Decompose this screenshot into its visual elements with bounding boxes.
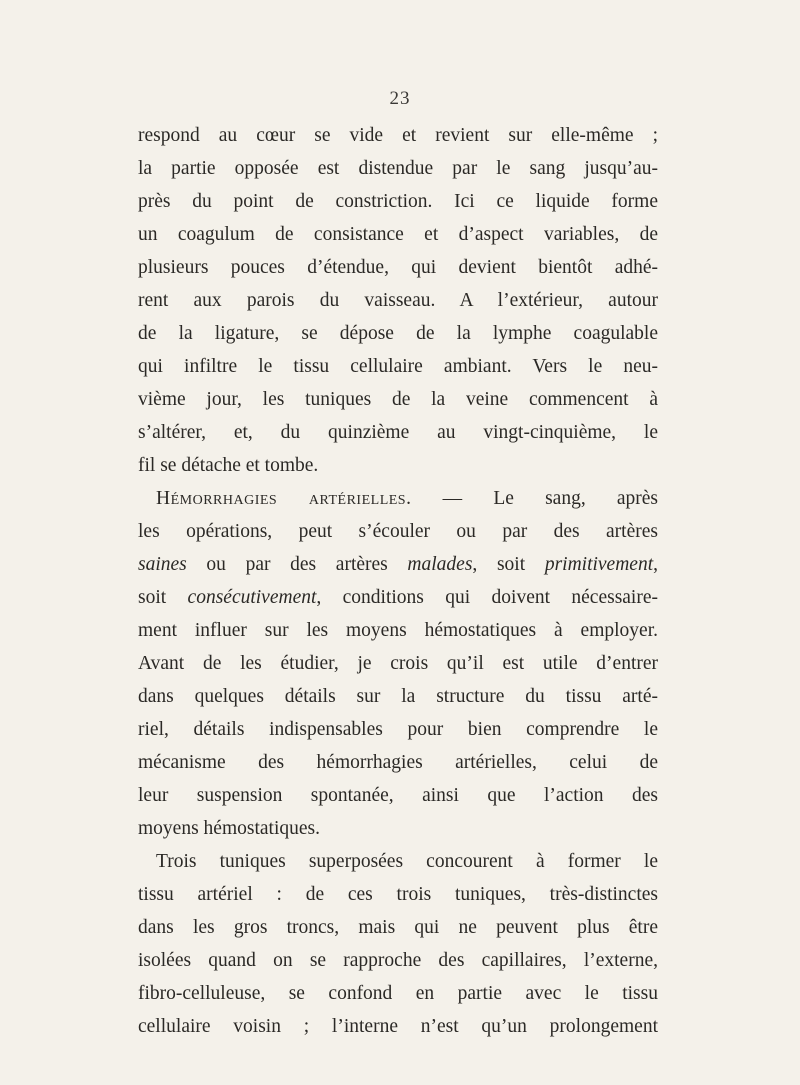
text-line bbox=[138, 1010, 658, 1043]
text-line bbox=[138, 878, 658, 911]
text-line bbox=[138, 977, 658, 1010]
text-segment: , bbox=[653, 554, 658, 575]
text-line bbox=[138, 548, 658, 581]
text-line bbox=[138, 614, 658, 647]
text-segment: leur suspension spontanée, ainsi que l’action des bbox=[138, 785, 658, 806]
text-segment: vième jour, les tuniques de la veine commencent à bbox=[138, 389, 658, 410]
page-number: 23 bbox=[389, 88, 411, 109]
body-text bbox=[138, 119, 658, 1043]
text-line bbox=[138, 317, 658, 350]
text-segment: , soit bbox=[472, 554, 545, 575]
text-line bbox=[138, 119, 658, 152]
text-line bbox=[138, 218, 658, 251]
text-segment: respond au cœur se vide et revient sur elle-même ; bbox=[138, 125, 658, 146]
text-line bbox=[138, 944, 658, 977]
text-line bbox=[138, 911, 658, 944]
text-line bbox=[138, 185, 658, 218]
text-segment: rent aux parois du vaisseau. A l’extérieur, autour bbox=[138, 290, 658, 311]
text-line bbox=[138, 746, 658, 779]
text-line bbox=[138, 416, 658, 449]
text-line bbox=[138, 515, 658, 548]
text-segment: tissu artériel : de ces trois tuniques, très-distinctes bbox=[138, 884, 658, 905]
text-line bbox=[138, 284, 658, 317]
text-line bbox=[138, 647, 658, 680]
section-heading: Hémorrhagies artérielles. bbox=[156, 488, 412, 509]
text-segment: — Le sang, après bbox=[411, 488, 659, 509]
text-line bbox=[138, 713, 658, 746]
text-line bbox=[138, 482, 658, 515]
text-segment: la partie opposée est distendue par le sang jusqu’au- bbox=[138, 158, 658, 179]
text-line bbox=[138, 779, 658, 812]
text-segment: dans quelques détails sur la structure du tissu arté- bbox=[138, 686, 658, 707]
text-segment: soit bbox=[138, 587, 188, 608]
text-segment: Avant de les étudier, je crois qu’il est utile d’entrer bbox=[138, 653, 658, 674]
text-line bbox=[138, 383, 658, 416]
text-segment: cellulaire voisin ; l’interne n’est qu’un prolongement bbox=[138, 1016, 658, 1037]
text-line bbox=[138, 845, 658, 878]
italic-term: malades bbox=[407, 554, 473, 575]
text-segment: mécanisme des hémorrhagies artérielles, celui de bbox=[138, 752, 658, 773]
text-segment: les opérations, peut s’écouler ou par des artères bbox=[138, 521, 658, 542]
text-line bbox=[138, 680, 658, 713]
text-segment: ment influer sur les moyens hémostatiques à employer. bbox=[138, 620, 658, 641]
text-segment: qui infiltre le tissu cellulaire ambiant. Vers le neu- bbox=[138, 356, 658, 377]
text-segment: fil se détache et tombe. bbox=[138, 455, 319, 476]
text-line bbox=[138, 152, 658, 185]
italic-term: primitivement bbox=[544, 554, 654, 575]
text-segment: isolées quand on se rapproche des capillaires, l’externe, bbox=[138, 950, 658, 971]
text-segment: riel, détails indispensables pour bien comprendre le bbox=[138, 719, 658, 740]
text-segment: s’altérer, et, du quinzième au vingt-cinquième, le bbox=[138, 422, 658, 443]
text-segment: un coagulum de consistance et d’aspect variables, de bbox=[138, 224, 658, 245]
text-line bbox=[138, 251, 658, 284]
text-segment: , conditions qui doivent nécessaire- bbox=[316, 587, 658, 608]
text-segment: près du point de constriction. Ici ce liquide forme bbox=[138, 191, 658, 212]
text-segment: ou par des artères bbox=[186, 554, 408, 575]
text-line bbox=[138, 449, 658, 482]
text-segment: Trois tuniques superposées concourent à former le bbox=[156, 851, 658, 872]
text-line bbox=[138, 581, 658, 614]
text-segment: dans les gros troncs, mais qui ne peuvent plus être bbox=[138, 917, 658, 938]
text-segment: plusieurs pouces d’étendue, qui devient bientôt adhé- bbox=[138, 257, 658, 278]
italic-term: saines bbox=[138, 554, 187, 575]
text-segment: fibro-celluleuse, se confond en partie avec le tissu bbox=[138, 983, 658, 1004]
text-segment: moyens hémostatiques. bbox=[138, 818, 320, 839]
italic-term: consécutivement bbox=[187, 587, 317, 608]
text-line bbox=[138, 350, 658, 383]
text-line bbox=[138, 812, 658, 845]
text-segment: de la ligature, se dépose de la lymphe coagulable bbox=[138, 323, 658, 344]
